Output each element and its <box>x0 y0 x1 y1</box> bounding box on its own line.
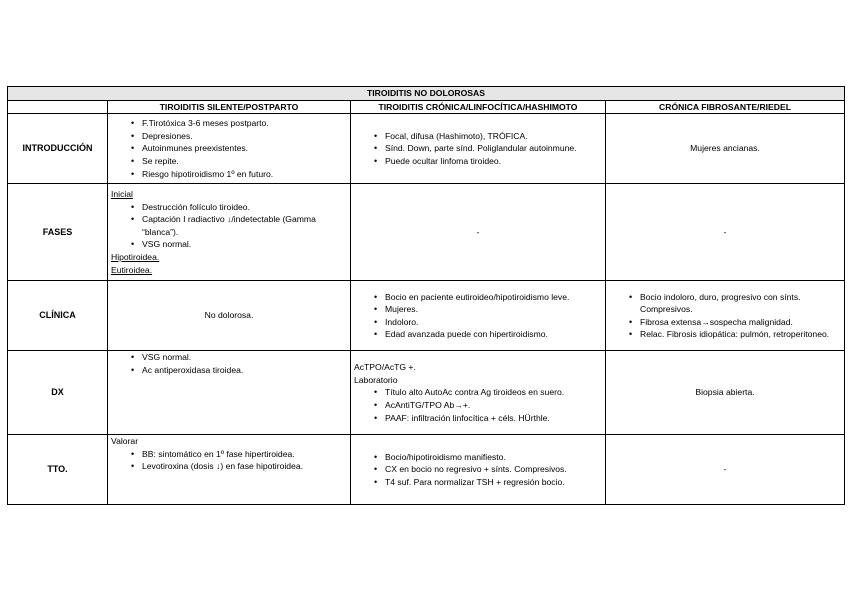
row-label-fases: FASES <box>8 184 108 281</box>
cell-clinica-hashimoto <box>351 281 606 351</box>
list-item: • PAAF: infiltración linfocítica + céls. HÜrthle. <box>354 412 602 425</box>
list-item: • Edad avanzada puede con hipertiroidismo. <box>354 328 602 341</box>
cell-fases-riedel: - <box>606 184 845 281</box>
fase-inicial-heading: Inicial <box>111 189 133 200</box>
list-item: • F.Tirotóxica 3-6 meses postparto. <box>111 117 347 130</box>
list-item: • Fibrosa extensa→sospecha malignidad. <box>609 316 841 329</box>
header-row <box>8 100 845 114</box>
list-item: • Focal, difusa (Hashimoto), TRÓFICA. <box>354 130 602 143</box>
row-label-clinica: CLÍNICA <box>8 281 108 351</box>
tiroiditis-table <box>7 86 845 505</box>
list-item: • Depresiones. <box>111 130 347 143</box>
list-item: • Sínd. Down, parte sínd. Poliglandular autoinmune. <box>354 142 602 155</box>
fase-hipotiroidea: Hipotiroidea. <box>111 252 160 263</box>
cell-dx-riedel: Biopsia abierta. <box>606 351 845 435</box>
list-item: • Captación I radiactivo ↓/indetectable (Gamma “blanca”). <box>111 213 347 238</box>
list-item: • Autoinmunes preexistentes. <box>111 142 347 155</box>
list-item: • Bocio/hipotiroidismo manifiesto. <box>354 451 602 464</box>
list-item: • Bocio en paciente eutiroideo/hipotiroidismo leve. <box>354 291 602 304</box>
list-item: • AcAntiTG/TPO Ab→+. <box>354 399 602 412</box>
list-item: • Destrucción folículo tiroideo. <box>111 201 347 214</box>
list-item: • Puede ocultar linfoma tiroideo. <box>354 155 602 168</box>
list-item: • Levotiroxina (dosis ↓) en fase hipotiroidea. <box>111 460 347 473</box>
list-item: • BB: sintomático en 1º fase hipertiroidea. <box>111 448 347 461</box>
table-row-clinica <box>8 281 845 351</box>
list-item: • Bocio indoloro, duro, progresivo con sínts. Compresivos. <box>609 291 841 316</box>
list-item: • T4 suf. Para normalizar TSH + regresión bocio. <box>354 476 602 489</box>
list-item: • Título alto AutoAc contra Ag tiroideos en suero. <box>354 386 602 399</box>
list-item: • Ac antiperoxidasa tiroidea. <box>111 364 347 377</box>
table-row-dx <box>8 351 845 435</box>
row-label-tto: TTO. <box>8 435 108 505</box>
cell-tto-silente <box>108 435 351 505</box>
list-item: • Se repite. <box>111 155 347 168</box>
list-item: • Indoloro. <box>354 316 602 329</box>
cell-clinica-riedel <box>606 281 845 351</box>
header-riedel: CRÓNICA FIBROSANTE/RIEDEL <box>606 100 845 114</box>
dx-ac-line: AcTPO/AcTG +. <box>354 362 416 373</box>
list-item: • CX en bocio no regresivo + sínts. Compresivos. <box>354 463 602 476</box>
fase-eutiroidea: Eutiroidea. <box>111 264 153 275</box>
cell-dx-silente <box>108 351 351 435</box>
list-item: • VSG normal. <box>111 238 347 251</box>
dx-laboratorio-heading: Laboratorio <box>354 374 398 385</box>
list-item: • Riesgo hipotiroidismo 1º en futuro. <box>111 168 347 181</box>
cell-fases-silente <box>108 184 351 281</box>
header-empty <box>8 100 108 114</box>
list-item: • Mujeres. <box>354 303 602 316</box>
title-row <box>8 87 845 101</box>
row-label-dx: DX <box>8 351 108 435</box>
table-title: TIROIDITIS NO DOLOROSAS <box>8 87 845 101</box>
cell-fases-hashimoto: - <box>351 184 606 281</box>
cell-tto-riedel: - <box>606 435 845 505</box>
list-item: • VSG normal. <box>111 351 347 364</box>
table-row-fases <box>8 184 845 281</box>
tto-valorar-heading: Valorar <box>111 436 139 447</box>
cell-intro-riedel: Mujeres ancianas. <box>606 114 845 184</box>
header-silente: TIROIDITIS SILENTE/POSTPARTO <box>108 100 351 114</box>
table-row-tto <box>8 435 845 505</box>
table-row-intro <box>8 114 845 184</box>
cell-tto-hashimoto <box>351 435 606 505</box>
row-label-intro: INTRODUCCIÓN <box>8 114 108 184</box>
cell-clinica-silente: No dolorosa. <box>108 281 351 351</box>
list-item: • Relac. Fibrosis idiopática: pulmón, retroperitoneo. <box>609 328 841 341</box>
header-hashimoto: TIROIDITIS CRÓNICA/LINFOCÍTICA/HASHIMOTO <box>351 100 606 114</box>
cell-dx-hashimoto <box>351 351 606 435</box>
cell-intro-silente <box>108 114 351 184</box>
cell-intro-hashimoto <box>351 114 606 184</box>
